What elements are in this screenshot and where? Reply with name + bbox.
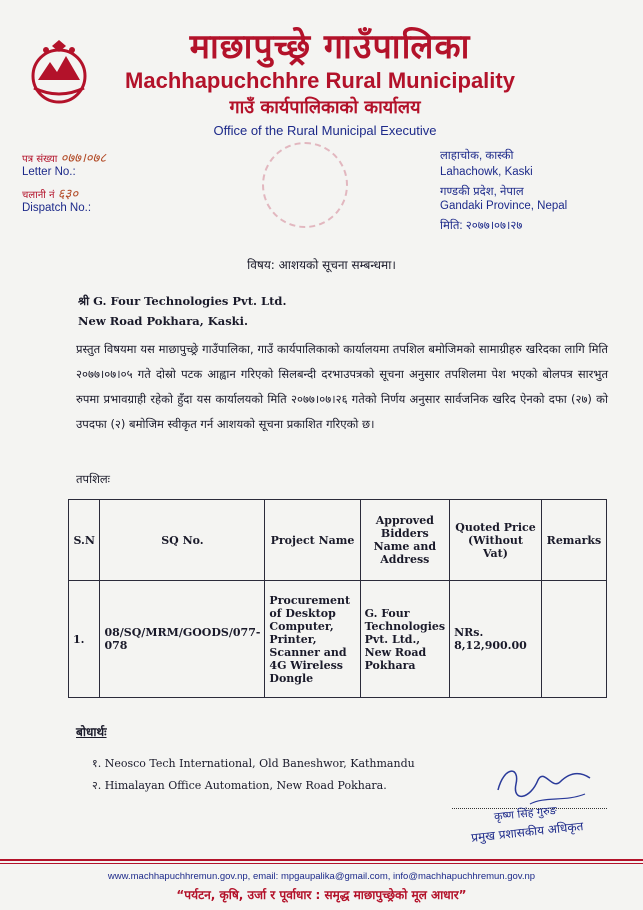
dispatch-no: चलानी नं ६३० bbox=[22, 187, 79, 202]
notice-body: प्रस्तुत विषयमा यस माछापुच्छ्रे गाउँपालिका, गाउँ कार्यपालिकाको कार्यालयमा तपशिल बमोजिमको सामाग्रीहरु खरिदका लागि मिति २०७७।०७।०५ गते दोस्रो पटक आह्वान गरिएको सिलबन्दी दरभाउपत्रको सूचना अनुसार तपशिलमा पेश भएको बोलपत्र सारभुत रुपमा प्रभावग्राही रहेको हुँदा यस कार्यालयको मिति २०७७।०७।२६ गतेको निर्णय अनुसार सार्वजनिक खरिद ऐनको दफा (२७) को उपदफा (२) बमोजिम स्वीकृत गर्न आशयको सूचना प्रकाशित गरिएको छ। bbox=[76, 342, 608, 431]
table-row bbox=[69, 581, 607, 698]
col-bidders: Approved Bidders Name and Address bbox=[360, 500, 450, 581]
bid-table bbox=[68, 499, 607, 698]
footer-divider-thin bbox=[0, 863, 643, 864]
footer-divider bbox=[0, 859, 643, 861]
office-name-english: Office of the Rural Municipal Executive bbox=[213, 123, 437, 138]
cc-item: १. Neosco Tech International, Old Baneshwor, Kathmandu bbox=[92, 757, 415, 770]
dispatch-no-label-en: Dispatch No.: bbox=[22, 202, 92, 214]
province-english: Gandaki Province, Nepal bbox=[440, 200, 568, 212]
col-sn: S.N bbox=[69, 500, 100, 581]
signature-icon bbox=[490, 760, 600, 810]
cell-sn: 1. bbox=[69, 581, 100, 698]
office-stamp-icon bbox=[262, 142, 348, 228]
dispatch-no-value: ६३० bbox=[57, 187, 79, 202]
place-english: Lahachowk, Kaski bbox=[440, 166, 533, 178]
details-label: तपशिलः bbox=[76, 472, 111, 486]
col-project-name: Project Name bbox=[265, 500, 360, 581]
letter-no-value: ०७७।०७८ bbox=[60, 151, 107, 166]
municipality-name-nepali: माछापुच्छ्रे गाउँपालिका bbox=[189, 27, 471, 67]
addressee bbox=[78, 291, 286, 331]
signatory-title: प्रमुख प्रशासकीय अधिकृत bbox=[470, 819, 585, 845]
col-sq-no: SQ No. bbox=[100, 500, 265, 581]
signatory-name: कृष्ण सिंह गुरुङ bbox=[493, 803, 558, 824]
cc-item: २. Himalayan Office Automation, New Road Pokhara. bbox=[92, 779, 387, 792]
col-remarks: Remarks bbox=[541, 500, 606, 581]
letter-no: पत्र संख्या ०७७।०७८ bbox=[22, 151, 107, 166]
addressee-name: श्री G. Four Technologies Pvt. Ltd. bbox=[78, 294, 287, 308]
table-header-row bbox=[69, 500, 607, 581]
cell-sq-no: 08/SQ/MRM/GOODS/077-078 bbox=[100, 581, 265, 698]
cell-quoted-price: NRs. 8,12,900.00 bbox=[450, 581, 542, 698]
cell-bidders: G. Four Technologies Pvt. Ltd., New Road Pokhara bbox=[360, 581, 450, 698]
cell-remarks bbox=[541, 581, 606, 698]
subject-line: विषय: आशयको सूचना सम्बन्धमा। bbox=[247, 258, 396, 272]
footer-contact: www.machhapuchhremun.gov.np, email: mpgaupalika@gmail.com, info@machhapuchhremun.gov.np bbox=[107, 871, 536, 882]
letter-date: मिति: २०७७।०७।२७ bbox=[440, 220, 523, 232]
col-quoted-price: Quoted Price (Without Vat) bbox=[450, 500, 542, 581]
cc-label: बोधार्थः bbox=[76, 725, 107, 739]
municipality-logo-icon bbox=[24, 38, 94, 108]
province-nepali: गण्डकी प्रदेश, नेपाल bbox=[440, 186, 524, 198]
place-nepali: लाहाचोक, कास्की bbox=[440, 150, 514, 162]
municipality-name-english: Machhapuchchhre Rural Municipality bbox=[125, 68, 515, 93]
addressee-address: New Road Pokhara, Kaski. bbox=[78, 314, 249, 328]
letter-no-label-en: Letter No.: bbox=[22, 166, 76, 178]
cell-project-name: Procurement of Desktop Computer, Printer, Scanner and 4G Wireless Dongle bbox=[265, 581, 360, 698]
office-name-nepali: गाउँ कार्यपालिकाको कार्यालय bbox=[229, 97, 421, 118]
footer-slogan: “पर्यटन, कृषि, उर्जा र पूर्वाधार : समृद्ध माछापुच्छ्रेको मूल आधार” bbox=[176, 888, 467, 902]
